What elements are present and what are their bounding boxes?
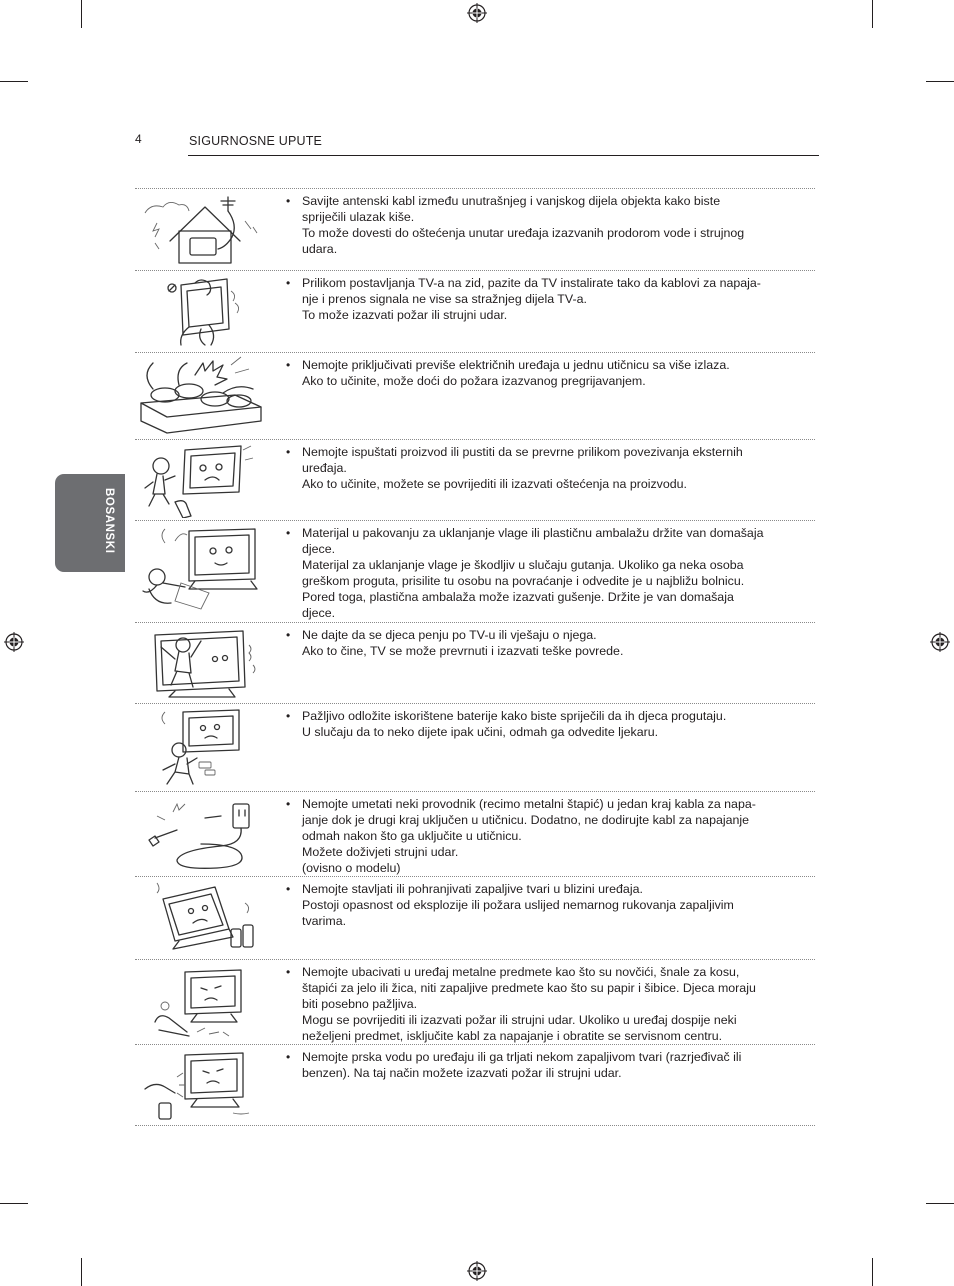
bullet-marker: •: [286, 797, 291, 811]
instruction-line: Pažljivo odložite iskorištene baterije kako biste spriječili da ih djeca progutaju.: [302, 709, 727, 723]
section-title: SIGURNOSNE UPUTE: [189, 134, 323, 148]
crop-mark: [872, 0, 873, 28]
header-divider: [188, 155, 819, 156]
spray-water-tv-icon: [135, 1047, 267, 1123]
instruction-line: benzen). Na taj način možete izazvati požar ili strujni udar.: [302, 1066, 622, 1080]
crop-mark: [926, 81, 954, 82]
instruction-line: nje i prenos signala ne vise sa stražnjeg dijela TV-a.: [302, 292, 587, 306]
bullet-marker: •: [286, 276, 291, 290]
wall-mount-cables-icon: [135, 273, 267, 349]
bullet-marker: •: [286, 628, 291, 642]
instruction-line: U slučaju da to neko dijete ipak učini, odmah ga odvedite ljekaru.: [302, 725, 659, 739]
bullet-marker: •: [286, 445, 291, 459]
instruction-line: Možete doživjeti strujni udar.: [302, 845, 459, 859]
safety-item: [135, 876, 815, 959]
language-tab-label: BOSANSKI: [103, 488, 115, 554]
overloaded-outlet-icon: [135, 355, 267, 435]
instruction-line: neželjeni predmet, isključite kabl za napajanje i obratite se servisnom centru.: [302, 1029, 723, 1043]
instruction-line: (ovisno o modelu): [302, 861, 401, 875]
instruction-line: djece.: [302, 606, 336, 620]
safety-instructions-table: [135, 188, 815, 1126]
child-climbing-tv-icon: [135, 625, 267, 701]
safety-item: [135, 959, 815, 1044]
crop-mark: [0, 81, 28, 82]
bullet-marker: •: [286, 358, 291, 372]
bullet-marker: •: [286, 1050, 291, 1064]
safety-item: [135, 439, 815, 520]
instruction-line: janje dok je drugi kraj uključen u utičnicu. Dodatno, ne dodirujte kabl za napajanje: [302, 813, 750, 827]
instruction-line: štapići za jelo ili žica, niti zapaljive predmete kao što su papir i šibice. Djeca moraju: [302, 981, 756, 995]
instruction-line: djece.: [302, 542, 336, 556]
instruction-line: To može izazvati požar ili strujni udar.: [302, 308, 508, 322]
instruction-line: odmah nakon što ga uključite u utičnicu.: [302, 829, 522, 843]
instruction-line: To može dovesti do oštećenja unutar uređaja izazvanih prodorom vode i strujnog: [302, 226, 745, 240]
registration-mark-icon: [930, 632, 950, 652]
crop-mark: [926, 1203, 954, 1204]
instruction-line: Mogu se povrijediti ili izazvati požar ili strujni udar. Ukoliko u uređaj dospije neki: [302, 1013, 737, 1027]
instruction-line: Nemojte stavljati ili pohranjivati zapaljive tvari u blizini uređaja.: [302, 882, 643, 896]
falling-tv-child-icon: [135, 442, 267, 518]
instruction-line: greškom proguta, prisilite tu osobu na povraćanje i odvedite je u najbližu bolnicu.: [302, 574, 745, 588]
instruction-line: uređaja.: [302, 461, 347, 475]
instruction-line: Ne dajte da se djeca penju po TV-u ili vješaju o njega.: [302, 628, 597, 642]
crop-mark: [81, 1258, 82, 1286]
battery-child-icon: [135, 706, 267, 788]
instruction-line: Pored toga, plastična ambalaža može izazvati gušenje. Držite je van domašaja: [302, 590, 734, 604]
registration-mark-icon: [4, 632, 24, 652]
instruction-line: Nemojte ubacivati u uređaj metalne predmete kao što su novčići, šnale za kosu,: [302, 965, 740, 979]
instruction-line: Nemojte ispuštati proizvod ili pustiti da se prevrne prilikom povezivanja eksternih: [302, 445, 743, 459]
packaging-child-icon: [135, 523, 267, 613]
safety-item: [135, 1044, 815, 1126]
safety-item: [135, 703, 815, 791]
instruction-line: Ako to čine, TV se može prevrnuti i izazvati teške povrede.: [302, 644, 624, 658]
safety-item: [135, 352, 815, 439]
instruction-line: Nemojte priključivati previše električnih uređaja u jednu utičnicu sa više izlaza.: [302, 358, 730, 372]
instruction-line: Materijal za uklanjanje vlage je škodljiv u slučaju gutanja. Ukoliko ga neka osoba: [302, 558, 744, 572]
instruction-line: Nemojte prska vodu po uređaju ili ga trljati nekom zapaljivom tvari (razrjeđivač ili: [302, 1050, 742, 1064]
instruction-line: biti posebno pažljiva.: [302, 997, 418, 1011]
instruction-line: Ako to učinite, možete se povrijediti ili izazvati oštećenja na proizvodu.: [302, 477, 687, 491]
bullet-marker: •: [286, 709, 291, 723]
safety-item: [135, 791, 815, 876]
instruction-line: Ako to učinite, može doći do požara izazvanog pregrijavanjem.: [302, 374, 646, 388]
bullet-marker: •: [286, 194, 291, 208]
registration-mark-icon: [467, 1261, 487, 1281]
registration-mark-icon: [467, 3, 487, 23]
bullet-marker: •: [286, 965, 291, 979]
instruction-line: tvarima.: [302, 914, 347, 928]
bullet-marker: •: [286, 882, 291, 896]
safety-item: [135, 622, 815, 703]
safety-item: [135, 188, 815, 270]
metal-objects-tv-icon: [135, 962, 267, 1042]
instruction-line: spriječili ulazak kiše.: [302, 210, 415, 224]
bullet-marker: •: [286, 526, 291, 540]
flammable-substances-icon: [135, 879, 267, 957]
conductor-power-cable-icon: [135, 794, 267, 874]
safety-item: [135, 520, 815, 622]
crop-mark: [0, 1203, 28, 1204]
antenna-cable-house-icon: [135, 191, 267, 267]
instruction-line: udara.: [302, 242, 338, 256]
instruction-line: Nemojte umetati neki provodnik (recimo metalni štapić) u jedan kraj kabla za napa-: [302, 797, 756, 811]
crop-mark: [872, 1258, 873, 1286]
instruction-line: Materijal u pakovanju za uklanjanje vlage ili plastičnu ambalažu držite van domašaja: [302, 526, 764, 540]
instruction-line: Postoji opasnost od eksplozije ili požara uslijed nemarnog rukovanja zapaljivim: [302, 898, 734, 912]
instruction-line: Savijte antenski kabl između unutrašnjeg i vanjskog dijela objekta kako biste: [302, 194, 721, 208]
page-number: 4: [135, 132, 142, 146]
safety-item: [135, 270, 815, 352]
language-tab: [55, 474, 125, 572]
crop-mark: [81, 0, 82, 28]
instruction-line: Prilikom postavljanja TV-a na zid, pazite da TV instalirate tako da kablovi za napaja-: [302, 276, 761, 290]
